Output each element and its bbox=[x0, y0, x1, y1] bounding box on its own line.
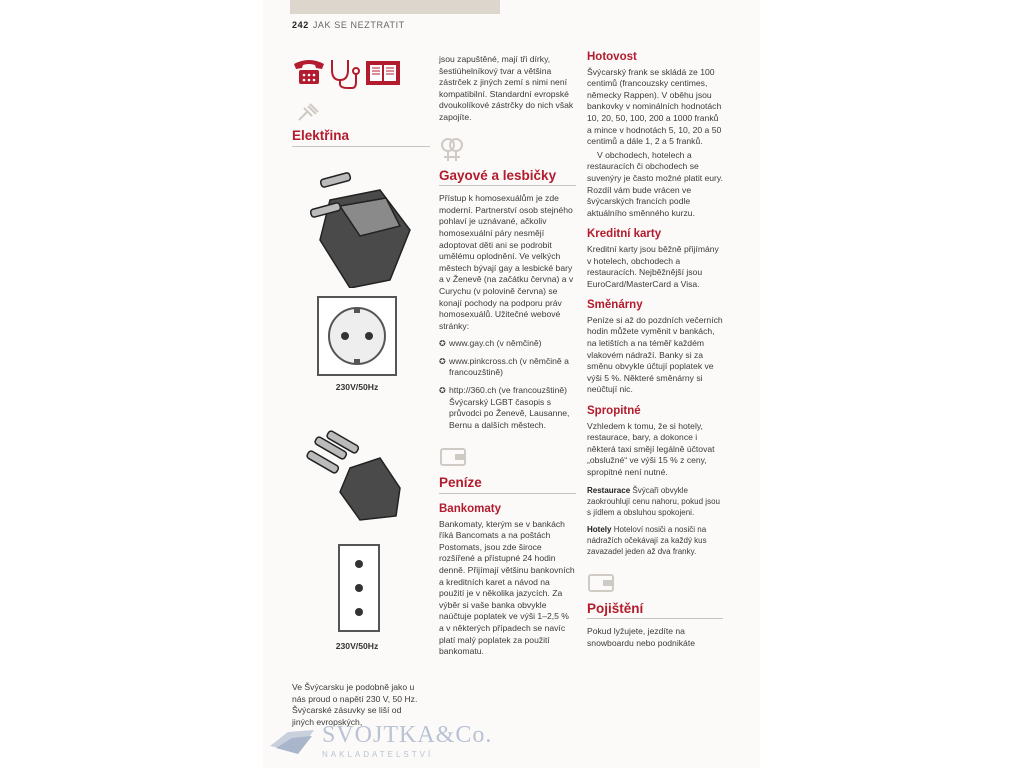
phone-icon bbox=[292, 56, 406, 90]
electricity-title: Elektřina bbox=[292, 128, 350, 143]
divider bbox=[292, 146, 430, 147]
restaurant-text: Švýcaři obvykle zaokrouhlují cenu nahoru, pokud jsou s jídlem a obsluhou spokojeni. bbox=[587, 485, 720, 517]
hotels-text: Hoteloví nosiči a nosiči na nádražích očekávají za každý kus zavazadel jeden až dva franky. bbox=[587, 524, 707, 556]
left-column bbox=[292, 130, 430, 154]
gay-text: Přístup k homosexuálům je zde moderní. Partnerství osob stejného pohlaví je uznávané, ačkoliv homosexuální páry nesmějí adoptovat děti ani se podrobit umělému oplodnění. Ve velkých městech bývají gay a lesbické bary a v Ženevě (na začátku června) a v Curychu (v polovině června) se konají pochody na podporu práv homosexuálů. Užitečné webové stránky: bbox=[439, 193, 574, 331]
divider bbox=[587, 618, 723, 619]
publisher-name: SVOJTKA&Co. bbox=[322, 722, 493, 748]
publisher-sub: NAKLADATELSTVÍ bbox=[322, 750, 434, 759]
exchange-title: Směnárny bbox=[587, 299, 643, 312]
hotels-note bbox=[587, 524, 723, 557]
gay-title: Gayové a lesbičky bbox=[439, 167, 557, 183]
running-header bbox=[292, 20, 405, 30]
cash-title: Hotovost bbox=[587, 51, 637, 63]
restaurant-note bbox=[587, 485, 723, 518]
socket-intro-text: jsou zapuštěné, mají tři dírky, šestiúhelníkový tvar a většina zástrček z jiných zemí s nimi není kompatibilní. Standardní evropské dvoukolíkové zástrčky do nich však zapojíte. bbox=[439, 54, 574, 122]
book-icon bbox=[366, 61, 400, 85]
tips-text: Vzhledem k tomu, že si hotely, restaurace, bary, a dokonce i některá taxi smějí legálně účtovat „obslužné“ ve výši 15 % z ceny, spropitné není nutné. bbox=[587, 420, 715, 477]
atm-text: Bankomaty, kterým se v bankách říká Bancomats a na poštách Postomats, jsou zde široce rozšířené a přístupné 24 hodin denně. Přijímají většinu bankovních a kreditních karet a návod na použití je v několika jazycích. Za výběr si vaše banka obvykle naúčtuje poplatek ve výši 1–2,5 % a v některých případech se navíc platí malý poplatek za použití bankomatu. bbox=[439, 518, 575, 657]
type-j-socket-illustration bbox=[338, 544, 380, 632]
cards-title: Kreditní karty bbox=[587, 228, 662, 241]
page-number: 242 bbox=[292, 20, 309, 30]
tips-title: Spropitné bbox=[587, 405, 641, 418]
divider bbox=[439, 185, 576, 186]
wallet-icon bbox=[587, 563, 723, 603]
socket-caption-1: 230V/50Hz bbox=[335, 382, 379, 392]
right-column bbox=[587, 48, 723, 655]
insurance-title: Pojištění bbox=[587, 600, 644, 616]
cash-text: Švýcarský frank se skládá ze 100 centimů (francouzsky centimes, německy Rappen). V oběhu jsou bankovky v nominálních hodnotách 10, 20, 50, 100, 200 a 1000 franků a mince v hodnotách 5, 10, 20 a 50 centimů a dále 1, 2 a 5 franků. bbox=[587, 66, 722, 147]
restaurant-label: Restaurace bbox=[587, 485, 631, 495]
link-item[interactable]: ✪ www.pinkcross.ch (v němčině a francouzštině) bbox=[439, 356, 576, 379]
atm-title: Bankomaty bbox=[439, 503, 501, 516]
exchange-text: Peníze si až do pozdních večerních hodin můžete vyměnit v bankách, na letištích a na téměř každém vlakovém nádraží. Banky si za směnu obvykle účtují poplatek ve výši 5 %. Některé směnárny si neúčtují nic. bbox=[587, 314, 723, 395]
page-tab bbox=[290, 0, 500, 14]
electricity-text: Ve Švýcarsku je podobně jako u nás proud o napětí 230 V, 50 Hz. Švýcarské zásuvky se liší od jiných evropských, bbox=[292, 682, 418, 727]
publisher-logo-icon bbox=[268, 726, 318, 756]
type-f-socket-illustration bbox=[317, 296, 397, 376]
insurance-text: Pokud lyžujete, jezdíte na snowboardu nebo podnikáte bbox=[587, 626, 695, 648]
link-item[interactable]: ✪ http://360.ch (ve francouzštině) Švýcarský LGBT časopis s průvodci po Ženevě, Lausanne, Bernu a dalších městech. bbox=[439, 385, 576, 431]
link-item[interactable]: ✪ www.gay.ch (v němčině) bbox=[439, 338, 576, 350]
cards-text: Kreditní karty jsou běžně přijímány v hotelech, obchodech a restauracích. Nejběžnější jsou EuroCard/MasterCard a Visa. bbox=[587, 243, 719, 289]
divider bbox=[439, 493, 576, 494]
cash-text-2: V obchodech, hotelech a restauracích či obchodech se suvenýry je často možné platit eury. Rozdíl vám bude vrácen ve švýcarských francích podle aktuálního směnného kurzu. bbox=[587, 149, 723, 218]
wallet-icon bbox=[439, 437, 576, 477]
hotels-label: Hotely bbox=[587, 524, 612, 534]
middle-column bbox=[439, 54, 576, 664]
socket-caption-2: 230V/50Hz bbox=[335, 641, 379, 651]
money-title: Peníze bbox=[439, 475, 482, 491]
gender-icon bbox=[439, 130, 576, 170]
type-f-plug-illustration bbox=[300, 170, 426, 288]
plug-icon bbox=[296, 102, 320, 124]
stethoscope-icon bbox=[332, 60, 359, 88]
running-title: JAK SE NEZTRATIT bbox=[312, 20, 405, 30]
type-j-plug-illustration bbox=[300, 428, 416, 524]
